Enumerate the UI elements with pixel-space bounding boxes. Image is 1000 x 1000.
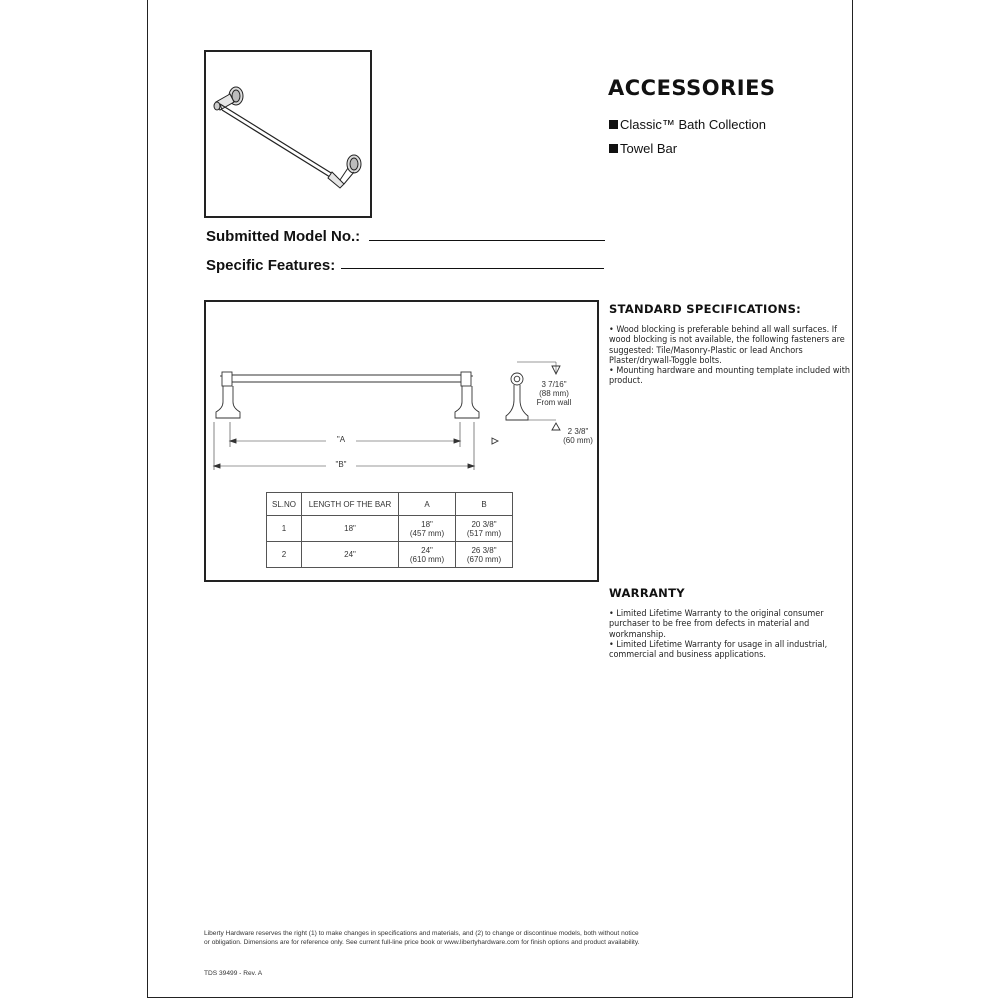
- product-label: Towel Bar: [620, 141, 678, 156]
- cell-b-inch: 26 3/8": [471, 545, 497, 555]
- features-field[interactable]: [341, 268, 604, 269]
- square-bullet-icon: [609, 120, 618, 129]
- model-no-field[interactable]: [369, 240, 605, 241]
- table-header-row: [267, 493, 513, 516]
- page-title: ACCESSORIES: [608, 76, 776, 100]
- towel-bar-illustration: [206, 52, 370, 216]
- dimension-table: [266, 492, 513, 568]
- warranty-item: • Limited Lifetime Warranty for usage in all industrial, commercial and business applications.: [609, 639, 828, 661]
- cell-sl: 2: [267, 542, 302, 568]
- specs-list: [609, 325, 854, 387]
- table-row: [267, 542, 513, 568]
- projection-note: From wall: [536, 398, 572, 407]
- cell-b: [456, 516, 513, 542]
- warranty-item: • Limited Lifetime Warranty to the original consumer purchaser to be free from defects in material and workmanship.: [609, 609, 824, 640]
- cell-a-inch: 24": [421, 545, 433, 555]
- square-bullet-icon: [609, 144, 618, 153]
- product-image: [204, 50, 372, 218]
- cell-a-inch: 18": [421, 519, 433, 529]
- cell-b: [456, 542, 513, 568]
- cell-sl: 1: [267, 516, 302, 542]
- dimension-a-label: "A: [336, 435, 346, 444]
- cell-a-mm: (610 mm): [409, 554, 445, 564]
- projection-mm: (88 mm): [539, 389, 569, 398]
- dimension-b-label: "B": [335, 460, 347, 469]
- projection-value: 3 7/16": [541, 380, 567, 389]
- cell-a: [399, 516, 456, 542]
- specs-item: • Mounting hardware and mounting template included with product.: [609, 366, 851, 387]
- cell-a-mm: (457 mm): [409, 528, 445, 538]
- document-id: TDS 39499 - Rev. A: [204, 970, 263, 977]
- specs-item: • Wood blocking is preferable behind all wall surfaces. If wood blocking is not available, the following fasteners are suggested: Tile/Masonry-Plastic or lead Anchors Plaster/drywall-Toggle bolts.: [609, 325, 845, 366]
- column-header: A: [399, 493, 456, 516]
- footer-disclaimer: Liberty Hardware reserves the right (1) to make changes in specifications and materials, and (2) to change or discontinue models, both without notice or obligation. Dimensions are for reference only. See current full-line price book or www.libertyhardware.com for finish options and product availability.: [204, 930, 640, 946]
- specs-title: STANDARD SPECIFICATIONS:: [609, 302, 802, 316]
- mount-height-mm: (60 mm): [563, 436, 593, 445]
- cell-b-mm: (670 mm): [466, 554, 502, 564]
- cell-a: [399, 542, 456, 568]
- model-no-label: Submitted Model No.:: [206, 228, 361, 245]
- collection-label: Classic™ Bath Collection: [620, 117, 766, 132]
- cell-length: 18": [302, 516, 399, 542]
- table-row: [267, 516, 513, 542]
- cell-b-mm: (517 mm): [466, 528, 502, 538]
- collection-line: [609, 117, 766, 132]
- mount-height-value: 2 3/8": [567, 427, 589, 436]
- projection-dimension: [528, 380, 580, 407]
- product-line: [609, 141, 677, 156]
- cell-b-inch: 20 3/8": [471, 519, 497, 529]
- warranty-title: WARRANTY: [609, 586, 685, 600]
- column-header: LENGTH OF THE BAR: [302, 493, 399, 516]
- mount-height-dimension: [558, 427, 598, 445]
- warranty-list: [609, 609, 854, 660]
- features-label: Specific Features:: [206, 257, 336, 274]
- column-header: SL.NO: [267, 493, 302, 516]
- column-header: B: [456, 493, 513, 516]
- cell-length: 24": [302, 542, 399, 568]
